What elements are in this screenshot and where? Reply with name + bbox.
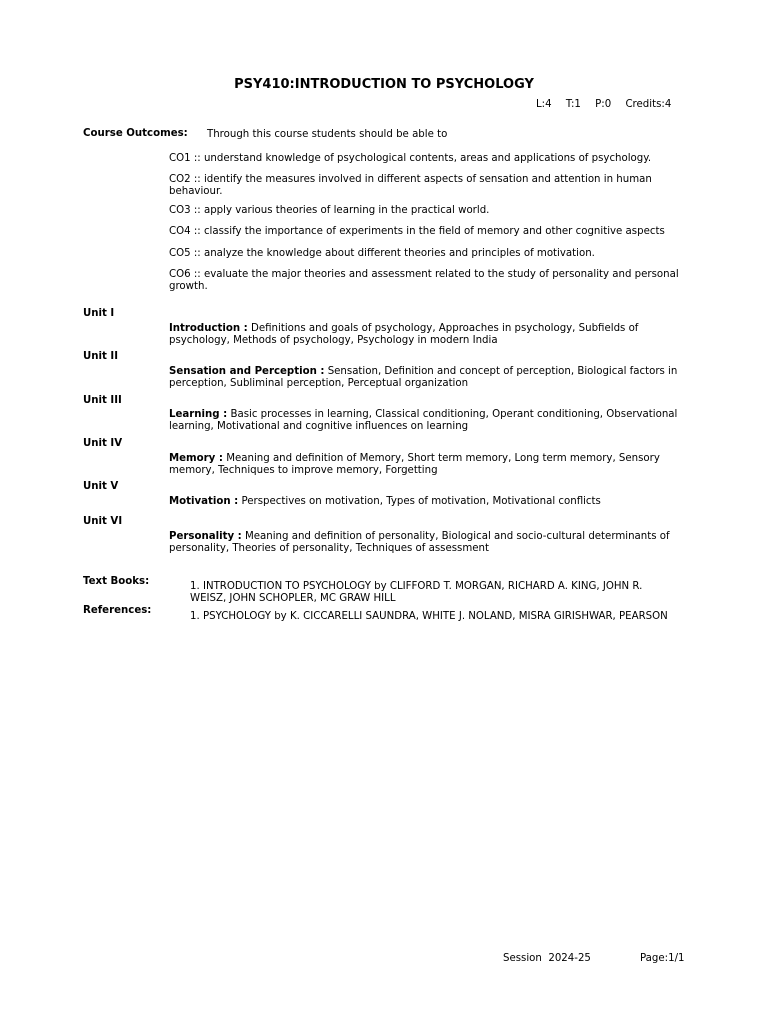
unit-topics: Meaning and definition of personality, Biological and socio-cultural determinants of personality, Theories of personality, Techniques of assessment	[169, 531, 670, 555]
unit-content	[169, 366, 689, 391]
unit-topics: Perspectives on motivation, Types of motivation, Motivational conflicts	[238, 496, 601, 507]
course-outcomes-label: Course Outcomes:	[83, 128, 188, 139]
course-outcome-5: CO5 :: analyze the knowledge about different theories and principles of motivation.	[169, 248, 595, 259]
practical-hours: P:0	[595, 99, 612, 110]
course-outcome-4: CO4 :: classify the importance of experiments in the field of memory and other cognitive aspects	[169, 226, 665, 237]
session-text: Session 2024-25	[503, 953, 591, 964]
unit-heading: Motivation :	[169, 496, 239, 507]
course-outcome-6: CO6 :: evaluate the major theories and assessment related to the study of personality and personal growth.	[169, 269, 679, 293]
unit-heading: Memory :	[169, 453, 223, 464]
unit-content	[169, 323, 689, 348]
unit-topics: Sensation, Definition and concept of perception, Biological factors in perception, Subliminal perception, Perceptual organization	[169, 366, 678, 390]
unit-label: Unit II	[83, 351, 119, 362]
unit-heading: Personality :	[169, 531, 242, 542]
unit-content	[169, 531, 689, 556]
unit-label: Unit I	[83, 308, 115, 319]
course-outcome-2: CO2 :: identify the measures involved in different aspects of sensation and attention in human behaviour.	[169, 174, 652, 198]
unit-heading: Learning :	[169, 409, 228, 420]
unit-content	[169, 453, 689, 478]
course-outcome-1: CO1 :: understand knowledge of psychological contents, areas and applications of psychology.	[169, 153, 652, 164]
course-outcomes-intro: Through this course students should be able to	[207, 129, 448, 140]
unit-heading: Introduction :	[169, 323, 248, 334]
unit-topics: Meaning and definition of Memory, Short term memory, Long term memory, Sensory memory, Techniques to improve memory, Forgetting	[169, 453, 660, 477]
text-book-item: 1. INTRODUCTION TO PSYCHOLOGY by CLIFFORD T. MORGAN, RICHARD A. KING, JOHN R. WEISZ, JOHN SCHOPLER, MC GRAW HILL	[190, 581, 643, 605]
unit-label: Unit VI	[83, 516, 123, 527]
lecture-hours: L:4	[536, 99, 552, 110]
page-title: PSY410:INTRODUCTION TO PSYCHOLOGY	[234, 77, 534, 92]
page-number: Page:1/1	[640, 953, 685, 964]
unit-label: Unit III	[83, 395, 122, 406]
credits: Credits:4	[625, 99, 672, 110]
unit-label: Unit IV	[83, 438, 123, 449]
course-outcome-3: CO3 :: apply various theories of learning in the practical world.	[169, 205, 490, 216]
text-books-label: Text Books:	[83, 576, 150, 587]
unit-label: Unit V	[83, 481, 119, 492]
unit-topics: Definitions and goals of psychology, Approaches in psychology, Subfields of psychology, Methods of psychology, Psychology in modern India	[169, 323, 639, 347]
references-label: References:	[83, 605, 152, 616]
unit-topics: Basic processes in learning, Classical conditioning, Operant conditioning, Observational learning, Motivational and cognitive influences on learning	[169, 409, 678, 433]
unit-heading: Sensation and Perception :	[169, 366, 325, 377]
tutorial-hours: T:1	[565, 99, 581, 110]
unit-content	[169, 496, 689, 508]
unit-content	[169, 409, 689, 434]
reference-item: 1. PSYCHOLOGY by K. CICCARELLI SAUNDRA, WHITE J. NOLAND, MISRA GIRISHWAR, PEARSON	[190, 611, 668, 622]
ltp-credits	[536, 99, 671, 111]
